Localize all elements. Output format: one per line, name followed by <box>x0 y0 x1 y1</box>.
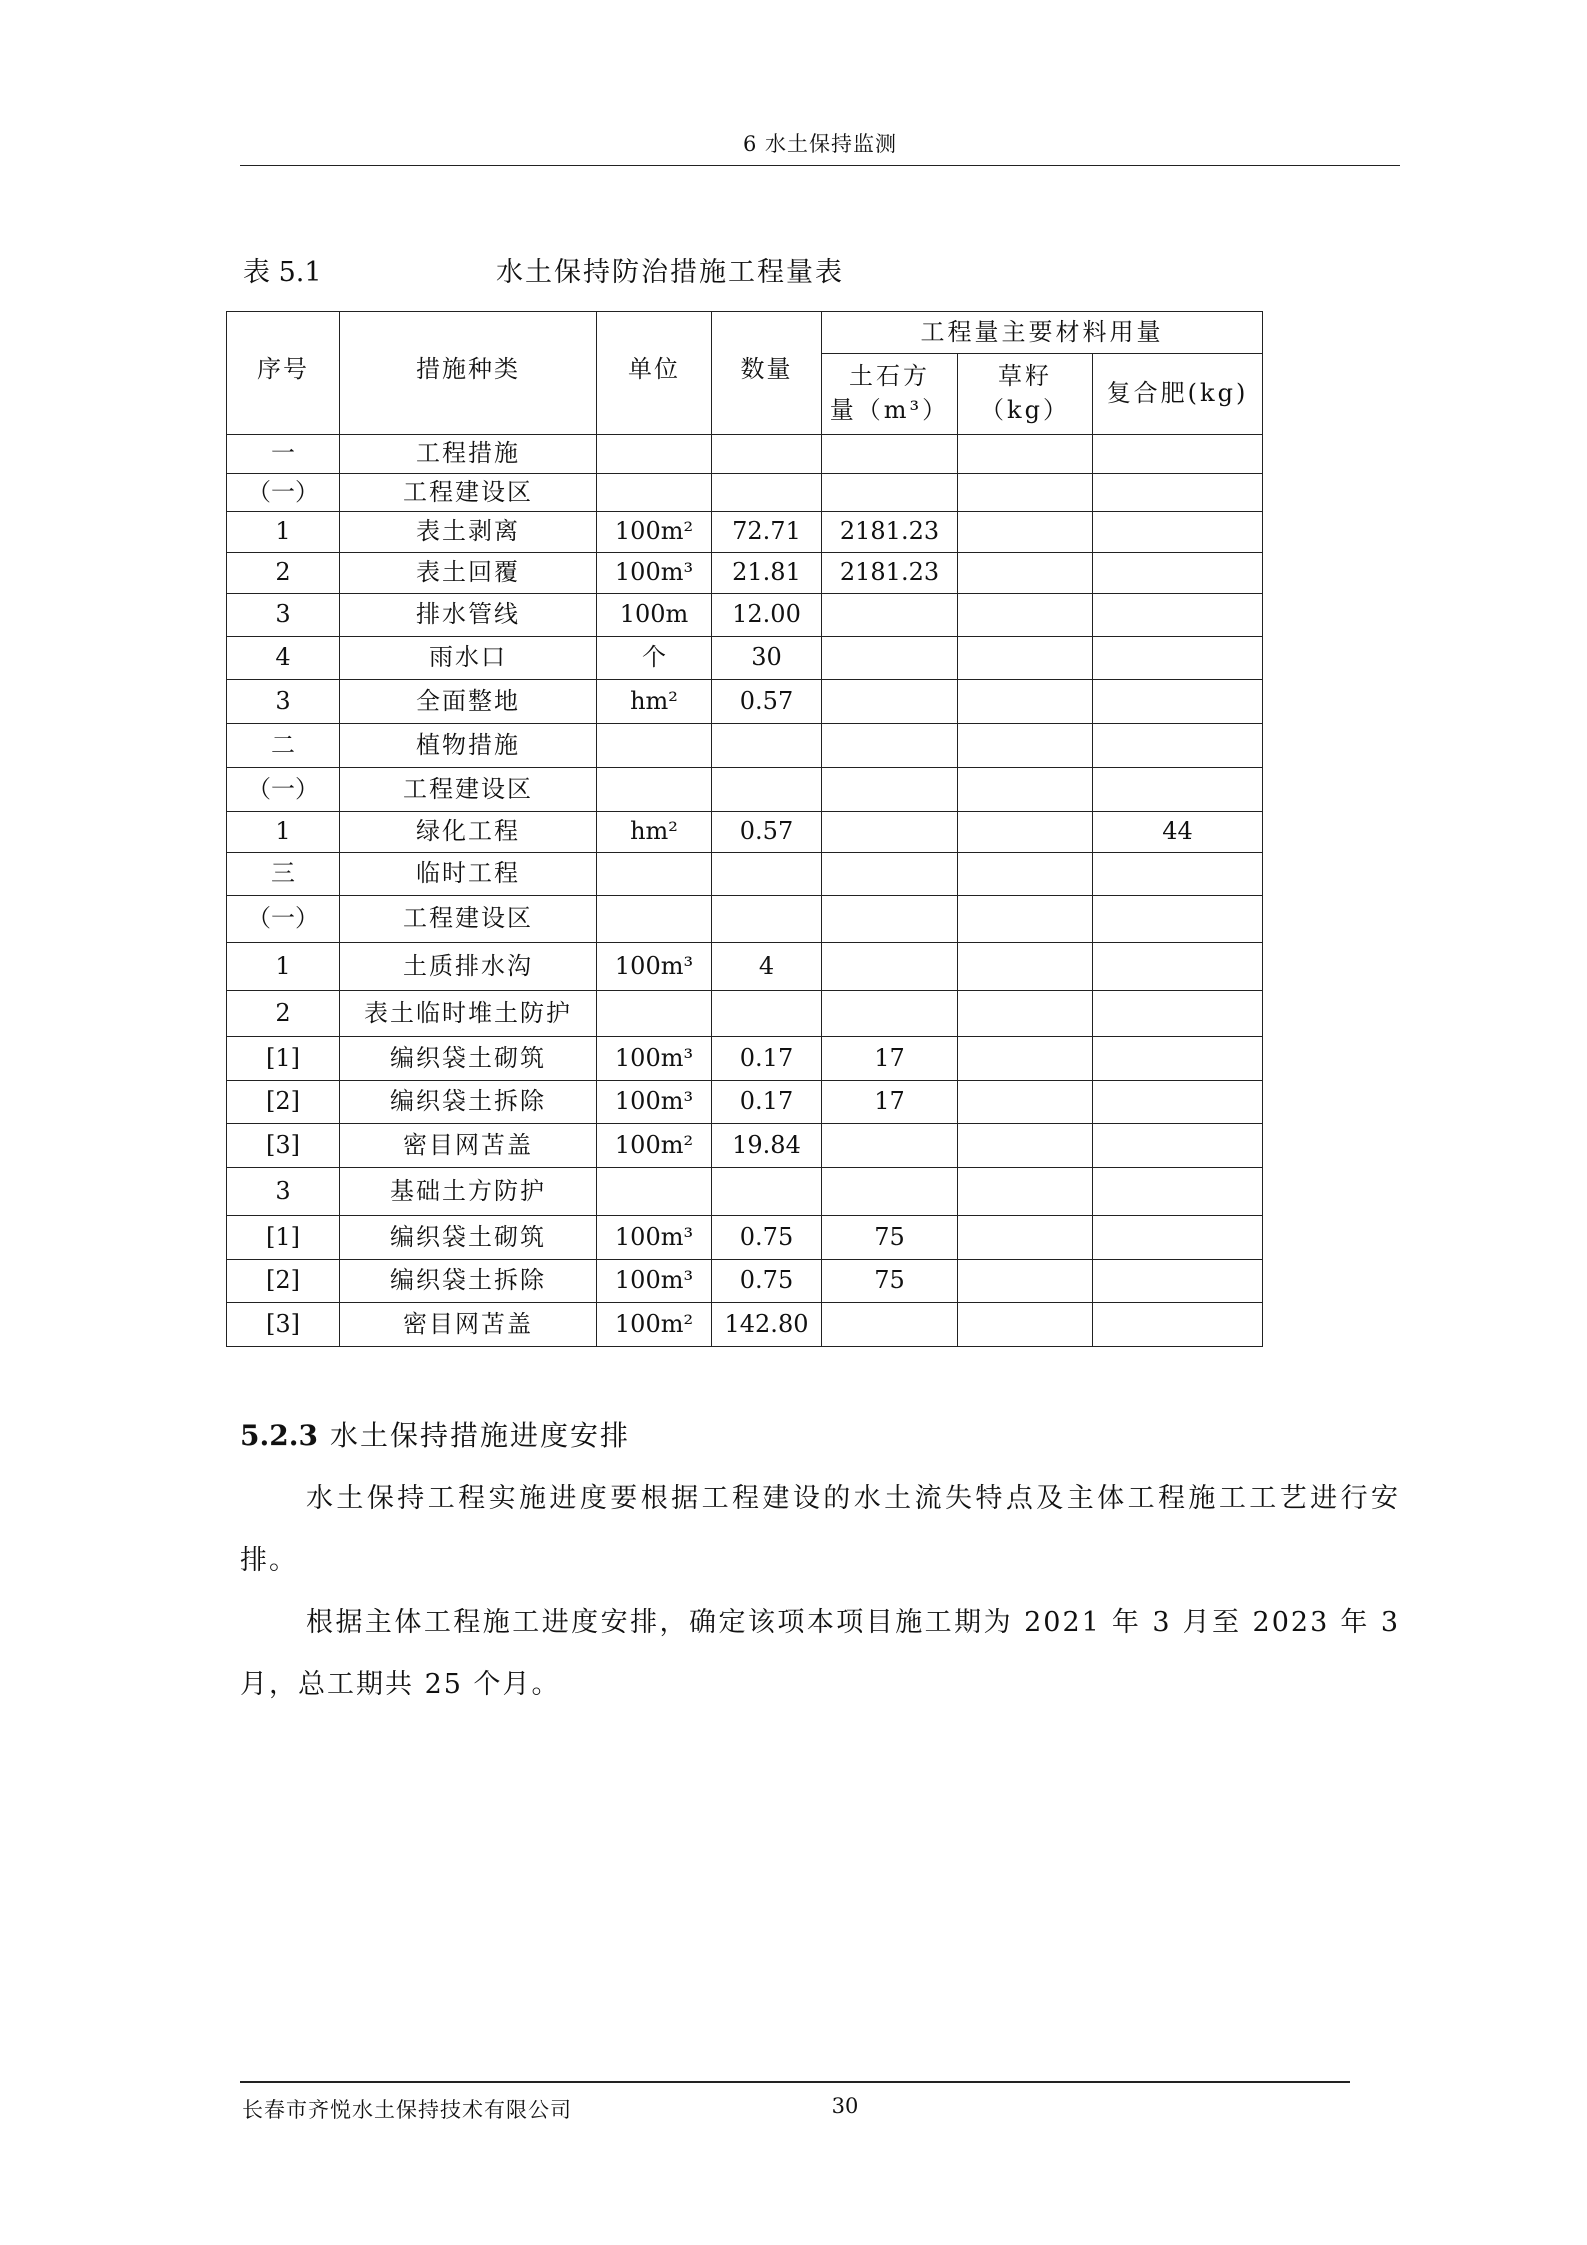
header-earthwork <box>822 354 958 435</box>
cell-earthwork <box>822 474 958 512</box>
table-row <box>227 1216 1263 1260</box>
cell-measure: 雨水口 <box>340 637 597 680</box>
cell-earthwork <box>822 637 958 680</box>
footer-company: 长春市齐悦水土保持技术有限公司 <box>242 2098 572 2122</box>
cell-quantity: 72.71 <box>712 512 822 553</box>
table-row <box>227 1037 1263 1081</box>
cell-fertilizer <box>1093 1037 1263 1081</box>
table-row <box>227 512 1263 553</box>
cell-unit: 100m³ <box>597 1260 712 1303</box>
table-row <box>227 724 1263 768</box>
cell-seed <box>958 553 1093 594</box>
cell-earthwork: 17 <box>822 1081 958 1124</box>
table-row <box>227 1081 1263 1124</box>
cell-quantity: 19.84 <box>712 1124 822 1168</box>
cell-measure: 全面整地 <box>340 680 597 724</box>
cell-seed <box>958 594 1093 637</box>
cell-seed <box>958 435 1093 474</box>
cell-unit <box>597 474 712 512</box>
table-row <box>227 812 1263 853</box>
cell-seq: [2] <box>227 1081 340 1124</box>
table-caption-title: 水土保持防治措施工程量表 <box>496 257 844 288</box>
table-row <box>227 1260 1263 1303</box>
table-row <box>227 553 1263 594</box>
cell-measure: 植物措施 <box>340 724 597 768</box>
cell-fertilizer <box>1093 435 1263 474</box>
cell-measure: 密目网苫盖 <box>340 1303 597 1347</box>
cell-quantity <box>712 896 822 943</box>
cell-seed <box>958 991 1093 1037</box>
cell-seq: [3] <box>227 1124 340 1168</box>
table-row <box>227 896 1263 943</box>
cell-earthwork <box>822 594 958 637</box>
cell-seed <box>958 724 1093 768</box>
cell-unit <box>597 1168 712 1216</box>
header-seed <box>958 354 1093 435</box>
table-row <box>227 853 1263 896</box>
table-caption <box>240 250 1140 290</box>
cell-fertilizer <box>1093 853 1263 896</box>
cell-unit: 100m² <box>597 1124 712 1168</box>
cell-quantity: 12.00 <box>712 594 822 637</box>
cell-measure: 编织袋土拆除 <box>340 1260 597 1303</box>
cell-fertilizer <box>1093 724 1263 768</box>
cell-seq: 1 <box>227 943 340 991</box>
cell-measure: 土质排水沟 <box>340 943 597 991</box>
cell-quantity: 4 <box>712 943 822 991</box>
header-earthwork-line2: 量（m³） <box>829 396 950 424</box>
cell-quantity: 0.57 <box>712 680 822 724</box>
cell-fertilizer <box>1093 512 1263 553</box>
cell-earthwork: 75 <box>822 1260 958 1303</box>
cell-seq: [1] <box>227 1037 340 1081</box>
cell-seed <box>958 853 1093 896</box>
cell-seed <box>958 637 1093 680</box>
cell-fertilizer <box>1093 553 1263 594</box>
cell-unit: 100m <box>597 594 712 637</box>
cell-earthwork <box>822 853 958 896</box>
cell-seq: （一） <box>227 768 340 812</box>
running-header: 6 水土保持监测 <box>742 132 898 156</box>
cell-seq: 4 <box>227 637 340 680</box>
cell-quantity: 30 <box>712 637 822 680</box>
cell-seed <box>958 1303 1093 1347</box>
cell-unit: 100m³ <box>597 1081 712 1124</box>
cell-seed <box>958 768 1093 812</box>
paragraph: 水土保持工程实施进度要根据工程建设的水土流失特点及主体工程施工工艺进行安排。 <box>240 1483 1400 1576</box>
cell-unit: 个 <box>597 637 712 680</box>
cell-seed <box>958 1168 1093 1216</box>
cell-quantity <box>712 1168 822 1216</box>
cell-fertilizer <box>1093 594 1263 637</box>
cell-measure: 表土剥离 <box>340 512 597 553</box>
footer-rule <box>240 2081 1350 2083</box>
cell-measure: 工程措施 <box>340 435 597 474</box>
cell-seed <box>958 474 1093 512</box>
cell-fertilizer <box>1093 637 1263 680</box>
header-seed-line1: 草籽 <box>998 362 1052 391</box>
cell-fertilizer <box>1093 1124 1263 1168</box>
table-row <box>227 991 1263 1037</box>
cell-unit: 100m³ <box>597 1216 712 1260</box>
cell-earthwork <box>822 724 958 768</box>
cell-earthwork <box>822 680 958 724</box>
cell-fertilizer <box>1093 1216 1263 1260</box>
header-seed-line2: （kg） <box>980 396 1070 424</box>
table-row <box>227 768 1263 812</box>
cell-unit <box>597 768 712 812</box>
cell-measure: 密目网苫盖 <box>340 1124 597 1168</box>
cell-fertilizer <box>1093 1168 1263 1216</box>
cell-quantity <box>712 768 822 812</box>
cell-quantity: 142.80 <box>712 1303 822 1347</box>
table-row <box>227 1168 1263 1216</box>
cell-seq: [1] <box>227 1216 340 1260</box>
table-row <box>227 1124 1263 1168</box>
cell-seed <box>958 680 1093 724</box>
header-seq: 序号 <box>227 312 340 435</box>
cell-measure: 表土临时堆土防护 <box>340 991 597 1037</box>
cell-seq: 3 <box>227 680 340 724</box>
cell-seed <box>958 812 1093 853</box>
cell-unit <box>597 896 712 943</box>
cell-quantity: 0.75 <box>712 1216 822 1260</box>
cell-seq: 3 <box>227 594 340 637</box>
cell-unit <box>597 435 712 474</box>
header-measure: 措施种类 <box>340 312 597 435</box>
cell-seq: 一 <box>227 435 340 474</box>
cell-seq: 1 <box>227 512 340 553</box>
cell-seq: 2 <box>227 991 340 1037</box>
cell-unit: 100m² <box>597 512 712 553</box>
cell-earthwork: 2181.23 <box>822 553 958 594</box>
header-quantity: 数量 <box>712 312 822 435</box>
cell-measure: 编织袋土砌筑 <box>340 1216 597 1260</box>
cell-fertilizer <box>1093 1260 1263 1303</box>
cell-fertilizer <box>1093 474 1263 512</box>
cell-earthwork <box>822 943 958 991</box>
table-row <box>227 637 1263 680</box>
cell-measure: 表土回覆 <box>340 553 597 594</box>
cell-earthwork <box>822 1168 958 1216</box>
cell-measure: 绿化工程 <box>340 812 597 853</box>
cell-measure: 工程建设区 <box>340 768 597 812</box>
cell-unit: 100m³ <box>597 1037 712 1081</box>
cell-earthwork <box>822 1124 958 1168</box>
section-title: 水土保持措施进度安排 <box>329 1419 630 1452</box>
cell-unit <box>597 991 712 1037</box>
header-materials-group: 工程量主要材料用量 <box>822 312 1263 354</box>
measures-table <box>226 311 1263 1347</box>
cell-seq: 三 <box>227 853 340 896</box>
table-row <box>227 1303 1263 1347</box>
cell-quantity <box>712 853 822 896</box>
cell-seq: （一） <box>227 474 340 512</box>
cell-measure: 编织袋土砌筑 <box>340 1037 597 1081</box>
cell-unit <box>597 853 712 896</box>
cell-quantity <box>712 435 822 474</box>
cell-seed <box>958 512 1093 553</box>
cell-earthwork <box>822 991 958 1037</box>
cell-earthwork <box>822 1303 958 1347</box>
cell-earthwork <box>822 435 958 474</box>
cell-fertilizer <box>1093 1303 1263 1347</box>
cell-seq: 3 <box>227 1168 340 1216</box>
table-row <box>227 943 1263 991</box>
cell-seq: [3] <box>227 1303 340 1347</box>
cell-quantity: 0.57 <box>712 812 822 853</box>
cell-seed <box>958 1037 1093 1081</box>
table-caption-number: 表 5.1 <box>243 257 322 288</box>
cell-quantity: 0.75 <box>712 1260 822 1303</box>
cell-earthwork <box>822 812 958 853</box>
cell-unit: 100m³ <box>597 553 712 594</box>
cell-unit <box>597 724 712 768</box>
header-rule <box>240 165 1400 166</box>
header-earthwork-line1: 土石方 <box>849 362 930 391</box>
cell-measure: 临时工程 <box>340 853 597 896</box>
cell-unit: hm² <box>597 812 712 853</box>
cell-seq: 1 <box>227 812 340 853</box>
cell-quantity <box>712 474 822 512</box>
cell-fertilizer <box>1093 768 1263 812</box>
cell-seq: 2 <box>227 553 340 594</box>
cell-seq: [2] <box>227 1260 340 1303</box>
cell-earthwork <box>822 768 958 812</box>
table-row <box>227 594 1263 637</box>
cell-fertilizer <box>1093 943 1263 991</box>
cell-seq: 二 <box>227 724 340 768</box>
cell-unit: hm² <box>597 680 712 724</box>
cell-measure: 编织袋土拆除 <box>340 1081 597 1124</box>
cell-measure: 基础土方防护 <box>340 1168 597 1216</box>
table-header <box>227 312 1263 435</box>
cell-unit: 100m² <box>597 1303 712 1347</box>
table-row <box>227 474 1263 512</box>
cell-unit: 100m³ <box>597 943 712 991</box>
cell-seed <box>958 1124 1093 1168</box>
cell-seed <box>958 1260 1093 1303</box>
cell-measure: 工程建设区 <box>340 896 597 943</box>
table-row <box>227 435 1263 474</box>
cell-seed <box>958 943 1093 991</box>
header-fertilizer: 复合肥(kg) <box>1093 354 1263 435</box>
cell-quantity: 0.17 <box>712 1037 822 1081</box>
cell-fertilizer: 44 <box>1093 812 1263 853</box>
cell-seed <box>958 1081 1093 1124</box>
cell-seq: （一） <box>227 896 340 943</box>
page-number: 30 <box>831 2094 859 2118</box>
cell-earthwork: 17 <box>822 1037 958 1081</box>
cell-fertilizer <box>1093 680 1263 724</box>
cell-measure: 工程建设区 <box>340 474 597 512</box>
cell-quantity: 0.17 <box>712 1081 822 1124</box>
cell-quantity: 21.81 <box>712 553 822 594</box>
paragraph: 根据主体工程施工进度安排，确定该项本项目施工期为 2021 年 3 月至 2023 年 3 月，总工期共 25 个月。 <box>240 1607 1400 1700</box>
table-body <box>227 435 1263 1347</box>
cell-seed <box>958 1216 1093 1260</box>
cell-measure: 排水管线 <box>340 594 597 637</box>
cell-seed <box>958 896 1093 943</box>
cell-earthwork: 75 <box>822 1216 958 1260</box>
table-row <box>227 680 1263 724</box>
cell-earthwork: 2181.23 <box>822 512 958 553</box>
cell-quantity <box>712 991 822 1037</box>
cell-fertilizer <box>1093 1081 1263 1124</box>
cell-earthwork <box>822 896 958 943</box>
cell-quantity <box>712 724 822 768</box>
header-unit: 单位 <box>597 312 712 435</box>
section-number: 5.2.3 <box>240 1419 318 1452</box>
section-heading <box>240 1414 630 1454</box>
cell-fertilizer <box>1093 896 1263 943</box>
cell-fertilizer <box>1093 991 1263 1037</box>
